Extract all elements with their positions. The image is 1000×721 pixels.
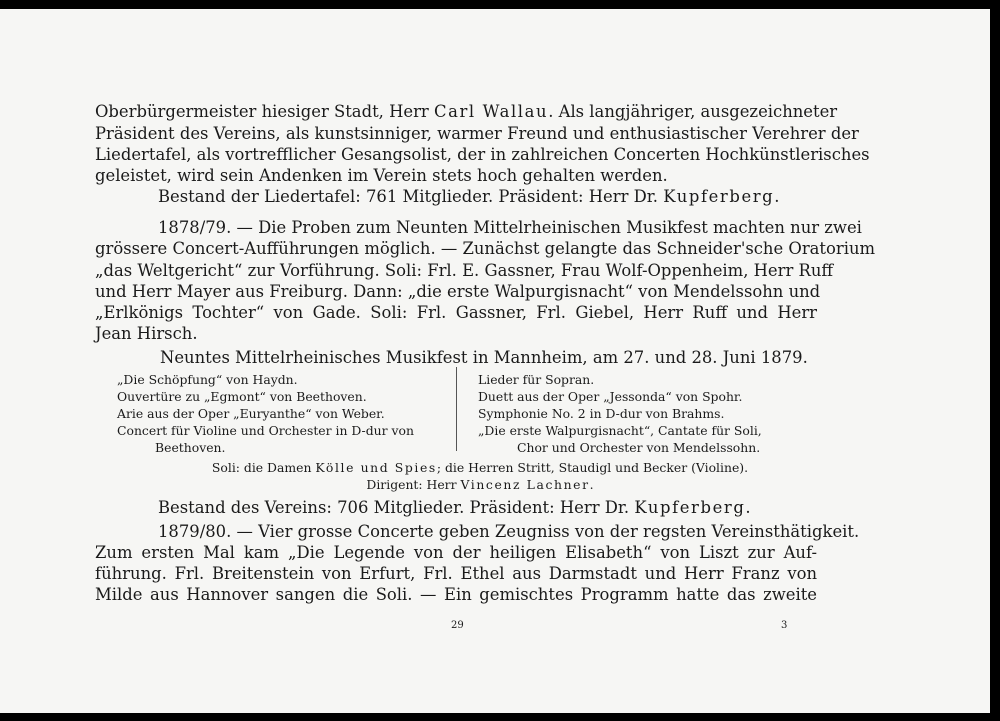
- person-name: Carl Wallau: [433, 102, 549, 121]
- conductor-line: Dirigent: Herr Vincenz Lachner.: [366, 477, 594, 492]
- membership-line: Bestand des Vereins: 706 Mitglieder. Präsident: Herr Dr. Kupferberg.: [158, 498, 751, 517]
- text-line: 1878/79. — Die Proben zum Neunten Mittelrheinischen Musikfest machten nur zwei: [158, 218, 862, 237]
- text-line: führung. Frl. Breitenstein von Erfurt, Frl. Ethel aus Darmstadt und Herr Franz von: [95, 564, 817, 583]
- programme-item: Duett aus der Oper „Jessonda“ von Spohr.: [478, 389, 743, 404]
- soloist-names: Kölle und Spies: [315, 460, 437, 475]
- page-number: 29: [451, 620, 464, 631]
- text-line: und Herr Mayer aus Freiburg. Dann: „die erste Walpurgisnacht“ von Mendelssohn und: [95, 282, 821, 301]
- text-line: Zum ersten Mal kam „Die Legende von der heiligen Elisabeth“ von Liszt zur Auf-: [95, 543, 817, 562]
- person-name: Vincenz Lachner: [460, 477, 590, 492]
- programme-item: Arie aus der Oper „Euryanthe“ von Weber.: [117, 406, 385, 421]
- programme-item: Concert für Violine und Orchester in D-dur von: [117, 423, 414, 438]
- column-divider: [456, 367, 457, 451]
- text-line: „Erlkönigs Tochter“ von Gade. Soli: Frl. Gassner, Frl. Giebel, Herr Ruff und Herr: [95, 303, 817, 322]
- document-page: [0, 9, 990, 713]
- programme-item: Ouvertüre zu „Egmont“ von Beethoven.: [117, 389, 367, 404]
- signature-mark: 3: [781, 620, 788, 631]
- text-line: Milde aus Hannover sangen die Soli. — Ein gemischtes Programm hatte das zweite: [95, 585, 817, 604]
- text-line: geleistet, wird sein Andenken im Verein stets hoch gehalten werden.: [95, 166, 668, 185]
- person-name: Kupferberg: [663, 187, 775, 206]
- programme-item: Lieder für Sopran.: [478, 372, 595, 387]
- soli-line: Soli: die Damen Kölle und Spies; die Herren Stritt, Staudigl und Becker (Violine).: [211, 460, 749, 475]
- text-line: Präsident des Vereins, als kunstsinniger, warmer Freund und enthusiastischer Verehrer der: [95, 124, 859, 143]
- programme-item: „Die erste Walpurgisnacht“, Cantate für Soli,: [478, 423, 762, 438]
- programme-item: Chor und Orchester von Mendelssohn.: [517, 440, 761, 455]
- person-name: Kupferberg: [634, 498, 746, 517]
- programme-item: Symphonie No. 2 in D-dur von Brahms.: [478, 406, 725, 421]
- text-line: grössere Concert-Aufführungen möglich. — Zunächst gelangte das Schneider'sche Oratorium: [95, 239, 876, 258]
- programme-item: Beethoven.: [155, 440, 226, 455]
- text-line: Oberbürgermeister hiesiger Stadt, Herr Carl Wallau. Als langjähriger, ausgezeichneter: [95, 102, 838, 121]
- text-line: Jean Hirsch.: [95, 324, 198, 343]
- text-line: 1879/80. — Vier grosse Concerte geben Zeugniss von der regsten Vereinsthätigkeit.: [158, 522, 860, 541]
- festival-heading: Neuntes Mittelrheinisches Musikfest in Mannheim, am 27. und 28. Juni 1879.: [160, 348, 808, 367]
- programme-item: „Die Schöpfung“ von Haydn.: [117, 372, 298, 387]
- text-line: Liedertafel, als vortrefflicher Gesangsolist, der in zahlreichen Concerten Hochkünstlerisches: [95, 145, 870, 164]
- text-line: „das Weltgericht“ zur Vorführung. Soli: Frl. E. Gassner, Frau Wolf-Oppenheim, Herr Ruff: [95, 261, 834, 280]
- membership-line: Bestand der Liedertafel: 761 Mitglieder. Präsident: Herr Dr. Kupferberg.: [158, 187, 780, 206]
